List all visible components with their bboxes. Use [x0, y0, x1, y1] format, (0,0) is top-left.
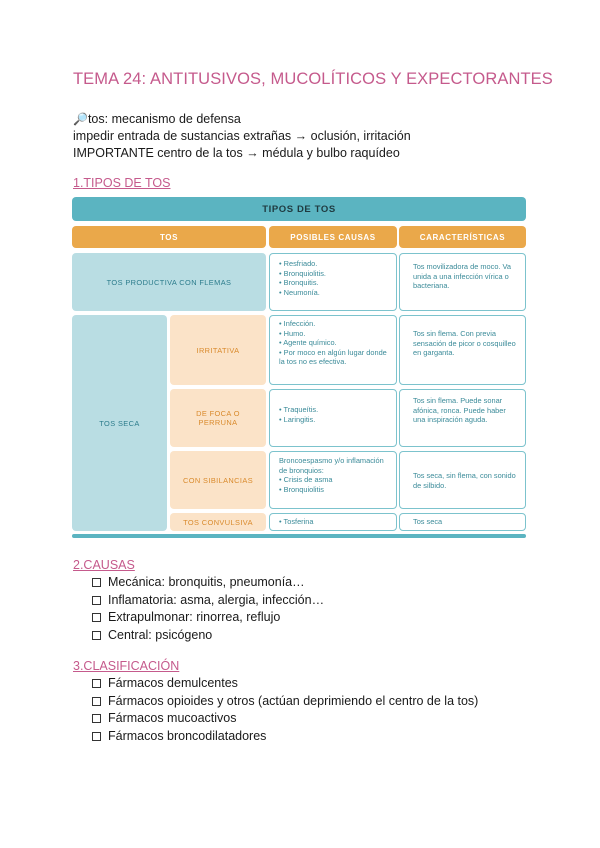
list-item: Inflamatoria: asma, alergia, infección… — [92, 592, 324, 610]
list-item: Extrapulmonar: rinorrea, reflujo — [92, 609, 324, 627]
section-heading-clasificacion: 3.CLASIFICACIÓN — [73, 659, 180, 673]
magnifier-icon: 🔎 — [73, 112, 88, 126]
checkbox[interactable] — [92, 578, 101, 587]
checkbox[interactable] — [92, 714, 101, 723]
section-heading-causas: 2.CAUSAS — [73, 558, 135, 572]
section-heading-tipos: 1.TIPOS DE TOS — [73, 176, 171, 190]
cause-item: • Infección. — [279, 319, 391, 329]
convulsiva-features: Tos seca — [413, 517, 443, 526]
irritativa-causes — [279, 319, 391, 367]
intro-line-1: 🔎tos: mecanismo de defensa — [73, 112, 241, 126]
cause-item: • Neumonía. — [279, 288, 391, 298]
list-item: Mecánica: bronquitis, pneumonía… — [92, 574, 324, 592]
foca-causes — [279, 405, 391, 424]
convulsiva-label: TOS CONVULSIVA — [183, 517, 253, 527]
sibilancias-features: Tos seca, sin flema, con sonido de silbido. — [413, 471, 516, 490]
irritativa-features: Tos sin flema. Con previa sensación de picor o cosquilleo en garganta. — [413, 329, 516, 358]
cause-item: • Bronquitis. — [279, 278, 391, 288]
foca-features: Tos sin flema. Puede sonar afónica, ronca. Puede haber una inspiración aguda. — [413, 396, 506, 425]
cause-item: • Crisis de asma — [279, 475, 393, 485]
checkbox[interactable] — [92, 732, 101, 741]
cause-item: • Humo. — [279, 329, 391, 339]
checkbox[interactable] — [92, 679, 101, 688]
header-caracteristicas: CARACTERÍSTICAS — [419, 232, 506, 242]
header-causas: POSIBLES CAUSAS — [290, 232, 376, 242]
cause-item: • Por moco en algún lugar donde la tos no es efectiva. — [279, 348, 391, 367]
intro-line-3: IMPORTANTE centro de la tos → médula y bulbo raquídeo — [73, 146, 400, 160]
table-title: TIPOS DE TOS — [262, 203, 336, 215]
list-item: Fármacos opioides y otros (actúan deprimiendo el centro de la tos) — [92, 693, 478, 711]
cause-item: • Resfriado. — [279, 259, 391, 269]
table-bottom-bar — [72, 534, 526, 538]
header-tos: TOS — [159, 232, 179, 242]
checkbox[interactable] — [92, 697, 101, 706]
productiva-features: Tos movilizadora de moco. Va unida a una infección vírica o bacteriana. — [413, 262, 512, 291]
cause-item: • Bronquiolitis — [279, 485, 393, 495]
cause-item: • Bronquiolitis. — [279, 269, 391, 279]
productiva-causes — [279, 259, 391, 297]
irritativa-label: IRRITATIVA — [196, 345, 240, 355]
list-item: Fármacos broncodilatadores — [92, 728, 478, 746]
cause-item: • Agente químico. — [279, 338, 391, 348]
list-item: Fármacos mucoactivos — [92, 710, 478, 728]
sibilancias-intro: Broncoespasmo y/o inflamación de bronquios: — [279, 456, 384, 475]
sibilancias-label: CON SIBILANCIAS — [182, 475, 254, 485]
checkbox[interactable] — [92, 596, 101, 605]
cause-item: • Traqueítis. — [279, 405, 391, 415]
list-item: Fármacos demulcentes — [92, 675, 478, 693]
causas-list — [92, 574, 324, 644]
convulsiva-causes — [279, 517, 391, 527]
cause-item: • Laringitis. — [279, 415, 391, 425]
foca-label: DE FOCA O PERRUNA — [196, 409, 240, 427]
checkbox[interactable] — [92, 613, 101, 622]
intro-block — [73, 111, 411, 162]
productiva-label: TOS PRODUCTIVA CON FLEMAS — [106, 277, 232, 287]
sibilancias-causes — [279, 456, 393, 494]
seca-label: TOS SECA — [99, 418, 140, 428]
checkbox[interactable] — [92, 631, 101, 640]
list-item: Central: psicógeno — [92, 627, 324, 645]
page-title: TEMA 24: ANTITUSIVOS, MUCOLÍTICOS Y EXPECTORANTES — [73, 70, 553, 88]
cause-item: • Tosferina — [279, 517, 391, 527]
intro-line-2: impedir entrada de sustancias extrañas → oclusión, irritación — [73, 129, 411, 143]
clasificacion-list — [92, 675, 478, 745]
tipos-de-tos-table — [72, 197, 526, 538]
